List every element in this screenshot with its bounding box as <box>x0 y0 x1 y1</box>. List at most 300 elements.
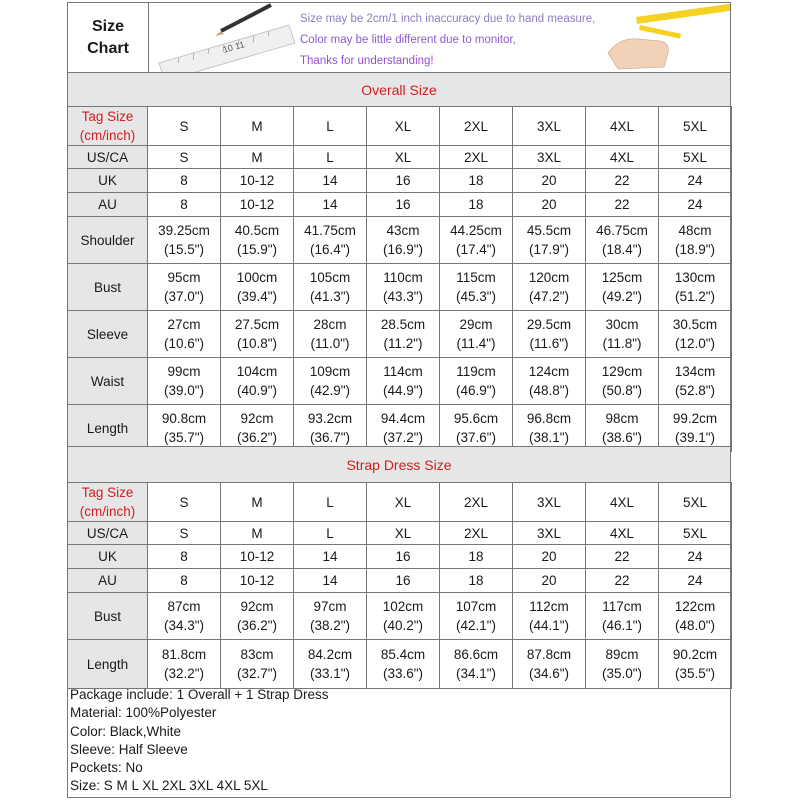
measurement-cell <box>440 593 513 640</box>
value-inch: (37.0") <box>163 289 205 304</box>
measurement-cell <box>659 217 732 264</box>
value-cm: 22 <box>614 173 630 188</box>
table-row <box>68 193 732 217</box>
value-inch: (40.2") <box>382 618 424 633</box>
value-cm: 39.25cm <box>158 223 210 238</box>
measurement-cell <box>659 169 732 193</box>
measurement-cell <box>367 522 440 545</box>
value-inch: (42.1") <box>455 618 497 633</box>
value-cm: 18 <box>468 573 484 588</box>
table-row <box>68 522 732 545</box>
value-cm: 22 <box>614 573 630 588</box>
value-inch: (16.4") <box>309 242 351 257</box>
size-header-cell: XL <box>367 483 440 522</box>
measurement-cell <box>440 522 513 545</box>
row-label: AU <box>68 193 148 217</box>
measurement-cell <box>586 545 659 569</box>
value-inch: (38.6") <box>601 430 643 445</box>
value-cm: 28.5cm <box>380 317 426 332</box>
value-cm: 119cm <box>456 364 496 379</box>
table-row <box>68 640 732 689</box>
value-cm: 125cm <box>601 270 643 285</box>
measurement-cell <box>659 311 732 358</box>
measurement-cell <box>148 311 221 358</box>
value-inch: (12.0") <box>674 336 716 351</box>
value-cm: 2XL <box>463 525 489 541</box>
value-cm: 43cm <box>386 223 420 238</box>
measurement-cell <box>294 569 367 593</box>
value-cm: 24 <box>687 573 703 588</box>
size-header-cell: M <box>221 483 294 522</box>
size-header-cell: 4XL <box>586 107 659 146</box>
value-inch: (39.4") <box>236 289 278 304</box>
measurement-cell <box>513 264 586 311</box>
size-header-cell: L <box>294 107 367 146</box>
size-header-cell: L <box>294 483 367 522</box>
value-inch: (17.4") <box>455 242 497 257</box>
value-cm: 95.6cm <box>453 411 499 426</box>
value-cm: 129cm <box>601 364 643 379</box>
value-cm: 117cm <box>602 599 642 614</box>
value-cm: 14 <box>322 573 338 588</box>
value-cm: 14 <box>322 197 338 212</box>
measurement-cell <box>586 146 659 169</box>
value-cm: 27.5cm <box>234 317 280 332</box>
value-inch: (36.2") <box>236 430 278 445</box>
value-cm: 104cm <box>236 364 278 379</box>
measurement-cell <box>294 264 367 311</box>
value-inch: (33.1") <box>309 666 351 681</box>
measurement-cell <box>659 264 732 311</box>
measurement-cell <box>440 405 513 452</box>
value-cm: S <box>179 525 189 541</box>
value-cm: 86.6cm <box>453 647 499 662</box>
size-header-cell: 3XL <box>513 483 586 522</box>
value-inch: (37.2") <box>382 430 424 445</box>
value-inch: (11.0") <box>310 336 350 351</box>
measurement-cell <box>294 358 367 405</box>
measurement-cell <box>586 264 659 311</box>
measurement-cell <box>148 640 221 689</box>
value-cm: 8 <box>180 197 188 212</box>
value-cm: 41.75cm <box>304 223 356 238</box>
value-cm: 20 <box>541 197 557 212</box>
measurement-cell <box>294 593 367 640</box>
value-inch: (52.8") <box>674 383 716 398</box>
value-cm: 3XL <box>536 525 562 541</box>
value-cm: 84.2cm <box>307 647 353 662</box>
table-row <box>68 358 732 405</box>
value-inch: (51.2") <box>674 289 716 304</box>
value-cm: 85.4cm <box>380 647 426 662</box>
value-cm: 92cm <box>240 599 274 614</box>
measurement-cell <box>294 193 367 217</box>
size-header-cell: XL <box>367 107 440 146</box>
value-inch: (44.1") <box>528 618 570 633</box>
size-header-cell: M <box>221 107 294 146</box>
value-inch: (46.1") <box>601 618 643 633</box>
value-inch: (49.2") <box>601 289 643 304</box>
measurement-cell <box>367 169 440 193</box>
value-inch: (32.7") <box>236 666 278 681</box>
measurement-cell <box>148 169 221 193</box>
value-cm: 20 <box>541 173 557 188</box>
measurement-cell <box>659 569 732 593</box>
measurement-cell <box>221 169 294 193</box>
measurement-cell <box>148 217 221 264</box>
value-cm: 120cm <box>528 270 570 285</box>
measurement-cell <box>586 169 659 193</box>
measurement-cell <box>586 522 659 545</box>
value-inch: (35.7") <box>163 430 205 445</box>
ruler-ticks-text: 10 11 <box>221 39 246 55</box>
value-cm: 14 <box>322 173 338 188</box>
measurement-cell <box>586 358 659 405</box>
value-cm: 22 <box>614 197 630 212</box>
size-header-cell: 3XL <box>513 107 586 146</box>
value-cm: 29cm <box>459 317 493 332</box>
measurement-cell <box>294 522 367 545</box>
value-cm: 114cm <box>383 364 423 379</box>
measurement-cell <box>440 217 513 264</box>
value-cm: 10-12 <box>239 173 275 188</box>
size-header-row <box>68 107 732 146</box>
value-inch: (35.5") <box>674 666 716 681</box>
measurement-cell <box>294 545 367 569</box>
measurement-cell <box>513 193 586 217</box>
value-cm: 93.2cm <box>307 411 353 426</box>
measurement-cell <box>586 569 659 593</box>
value-cm: 4XL <box>609 149 635 165</box>
value-cm: 110cm <box>383 270 423 285</box>
overall-size-title: Overall Size <box>68 72 730 107</box>
value-cm: 20 <box>541 573 557 588</box>
measurement-cell <box>221 522 294 545</box>
footer-package: Package include: 1 Overall + 1 Strap Dress <box>70 687 329 702</box>
measurement-cell <box>659 405 732 452</box>
measurement-cell <box>513 593 586 640</box>
value-cm: 95cm <box>167 270 201 285</box>
overall-size-table <box>67 106 732 452</box>
measurement-cell <box>148 522 221 545</box>
measurement-cell <box>440 358 513 405</box>
value-cm: 18 <box>468 549 484 564</box>
value-cm: 115cm <box>456 270 496 285</box>
value-cm: 48cm <box>678 223 712 238</box>
value-cm: 18 <box>468 197 484 212</box>
measurement-cell <box>148 593 221 640</box>
value-inch: (11.4") <box>456 336 496 351</box>
value-cm: 98cm <box>605 411 639 426</box>
measurement-cell <box>148 358 221 405</box>
measurement-cell <box>367 193 440 217</box>
measurement-cell <box>294 169 367 193</box>
value-inch: (18.4") <box>601 242 643 257</box>
measurement-cell <box>294 640 367 689</box>
table-row <box>68 264 732 311</box>
value-cm: 14 <box>322 549 338 564</box>
measurement-cell <box>294 311 367 358</box>
value-cm: XL <box>394 525 412 541</box>
measurement-cell <box>294 405 367 452</box>
size-header-cell: 2XL <box>440 107 513 146</box>
measurement-cell <box>659 146 732 169</box>
measurement-cell <box>221 146 294 169</box>
row-label: Sleeve <box>68 311 148 358</box>
measurement-cell <box>513 169 586 193</box>
row-label: Length <box>68 640 148 689</box>
value-inch: (11.6") <box>529 336 569 351</box>
measurement-cell <box>221 264 294 311</box>
value-cm: 30cm <box>605 317 639 332</box>
value-cm: 90.8cm <box>161 411 207 426</box>
value-inch: (41.3") <box>309 289 351 304</box>
measurement-cell <box>221 405 294 452</box>
measurement-cell <box>148 264 221 311</box>
size-header-cell: 5XL <box>659 107 732 146</box>
value-cm: 3XL <box>536 149 562 165</box>
table-row <box>68 545 732 569</box>
table-row <box>68 593 732 640</box>
value-cm: 94.4cm <box>380 411 426 426</box>
measurement-cell <box>440 311 513 358</box>
value-cm: 87.8cm <box>526 647 572 662</box>
row-label: UK <box>68 169 148 193</box>
measurement-cell <box>440 640 513 689</box>
measurement-cell <box>659 593 732 640</box>
value-cm: 28cm <box>313 317 347 332</box>
value-cm: 16 <box>395 573 411 588</box>
value-cm: 87cm <box>167 599 201 614</box>
row-label: UK <box>68 545 148 569</box>
value-cm: 5XL <box>682 149 708 165</box>
measurement-cell <box>659 545 732 569</box>
value-cm: 107cm <box>455 599 497 614</box>
note-thanks: Thanks for understanding! <box>300 55 434 67</box>
value-cm: 96.8cm <box>526 411 572 426</box>
value-cm: 2XL <box>463 149 489 165</box>
value-cm: 90.2cm <box>672 647 718 662</box>
row-label: Length <box>68 405 148 452</box>
value-inch: (10.6") <box>163 336 205 351</box>
measurement-cell <box>440 146 513 169</box>
value-cm: 18 <box>468 173 484 188</box>
value-cm: 16 <box>395 173 411 188</box>
value-cm: 97cm <box>313 599 347 614</box>
measurement-cell <box>513 569 586 593</box>
value-inch: (34.3") <box>163 618 205 633</box>
value-cm: 112cm <box>529 599 569 614</box>
measurement-cell <box>367 569 440 593</box>
value-inch: (36.2") <box>236 618 278 633</box>
table-row <box>68 146 732 169</box>
measurement-cell <box>294 146 367 169</box>
value-cm: 44.25cm <box>450 223 502 238</box>
measurement-cell <box>586 311 659 358</box>
value-cm: 109cm <box>309 364 351 379</box>
note-measure: Size may be 2cm/1 inch inaccuracy due to hand measure, <box>300 13 596 25</box>
measurement-cell <box>221 545 294 569</box>
value-cm: 40.5cm <box>234 223 280 238</box>
footer-material: Material: 100%Polyester <box>70 705 217 721</box>
value-cm: 89cm <box>605 647 639 662</box>
measurement-cell <box>659 193 732 217</box>
value-inch: (40.9") <box>236 383 278 398</box>
measurement-cell <box>367 311 440 358</box>
value-cm: 102cm <box>382 599 424 614</box>
measurement-cell <box>513 217 586 264</box>
measurement-cell <box>440 569 513 593</box>
value-cm: 16 <box>395 549 411 564</box>
measurement-cell <box>586 405 659 452</box>
measurement-cell <box>367 545 440 569</box>
measurement-cell <box>586 593 659 640</box>
value-cm: 99cm <box>167 364 201 379</box>
value-inch: (37.6") <box>455 430 497 445</box>
measurement-cell <box>367 217 440 264</box>
tag-size-label: Tag Size (cm/inch) <box>68 107 148 146</box>
footer-sizes: Size: S M L XL 2XL 3XL 4XL 5XL <box>70 778 268 794</box>
measurement-cell <box>294 217 367 264</box>
measurement-cell <box>221 640 294 689</box>
value-cm: 22 <box>614 549 630 564</box>
value-cm: S <box>179 149 189 165</box>
value-cm: 4XL <box>609 525 635 541</box>
ruler-pencil-illustration <box>149 3 299 72</box>
value-inch: (39.1") <box>674 430 716 445</box>
value-inch: (34.1") <box>455 666 497 681</box>
value-inch: (45.3") <box>455 289 497 304</box>
measurement-cell <box>440 193 513 217</box>
value-inch: (33.6") <box>382 666 424 681</box>
size-header-cell: S <box>148 483 221 522</box>
measurement-cell <box>586 193 659 217</box>
header-banner <box>68 3 730 72</box>
value-cm: 24 <box>687 197 703 212</box>
value-inch: (11.8") <box>602 336 642 351</box>
measurement-cell <box>148 545 221 569</box>
measurement-cell <box>221 593 294 640</box>
value-cm: 24 <box>687 173 703 188</box>
measurement-cell <box>221 193 294 217</box>
value-inch: (46.9") <box>455 383 497 398</box>
size-chart-label <box>68 3 149 72</box>
measurement-cell <box>148 193 221 217</box>
row-label: Bust <box>68 593 148 640</box>
product-details <box>70 686 329 796</box>
value-inch: (17.9") <box>528 242 570 257</box>
value-cm: 99.2cm <box>672 411 718 426</box>
value-inch: (15.5") <box>163 242 205 257</box>
measurement-cell <box>440 545 513 569</box>
value-cm: 122cm <box>674 599 716 614</box>
value-cm: 10-12 <box>239 549 275 564</box>
measurement-cell <box>659 522 732 545</box>
measurement-cell <box>148 405 221 452</box>
value-cm: 46.75cm <box>596 223 648 238</box>
measurement-cell <box>440 169 513 193</box>
footer-sleeve: Sleeve: Half Sleeve <box>70 741 188 757</box>
measurement-cell <box>367 264 440 311</box>
measurement-cell <box>440 264 513 311</box>
note-color: Color may be little different due to monitor, <box>300 34 516 46</box>
size-chart-line-2: Chart <box>87 39 129 57</box>
value-inch: (15.9") <box>236 242 278 257</box>
measurement-cell <box>148 146 221 169</box>
measurement-cell <box>148 569 221 593</box>
strap-dress-size-title: Strap Dress Size <box>68 446 730 483</box>
row-label: US/CA <box>68 522 148 545</box>
value-inch: (39.0") <box>163 383 205 398</box>
measurement-cell <box>221 569 294 593</box>
value-inch: (47.2") <box>528 289 570 304</box>
value-cm: 27cm <box>167 317 201 332</box>
value-cm: 30.5cm <box>672 317 718 332</box>
measurement-cell <box>513 311 586 358</box>
row-label: US/CA <box>68 146 148 169</box>
footer-color: Color: Black,White <box>70 723 182 739</box>
value-cm: 100cm <box>236 270 278 285</box>
value-cm: 83cm <box>240 647 274 662</box>
table-row <box>68 311 732 358</box>
value-cm: M <box>251 525 263 541</box>
measurement-cell <box>513 146 586 169</box>
value-cm: 134cm <box>674 364 716 379</box>
footer-pockets: Pockets: No <box>70 760 143 776</box>
measurement-cell <box>513 522 586 545</box>
value-cm: 8 <box>180 573 188 588</box>
size-header-row <box>68 483 732 522</box>
value-cm: 10-12 <box>239 573 275 588</box>
value-cm: M <box>251 149 263 165</box>
value-inch: (10.8") <box>236 336 278 351</box>
value-inch: (48.8") <box>528 383 570 398</box>
value-cm: 20 <box>541 549 557 564</box>
row-label: Shoulder <box>68 217 148 264</box>
value-cm: 8 <box>180 549 188 564</box>
notes-block <box>300 9 595 72</box>
value-cm: 105cm <box>309 270 351 285</box>
value-cm: 92cm <box>240 411 274 426</box>
value-cm: 45.5cm <box>526 223 572 238</box>
value-cm: L <box>326 149 334 165</box>
value-cm: 24 <box>687 549 703 564</box>
value-cm: XL <box>394 149 412 165</box>
value-inch: (18.9") <box>674 242 716 257</box>
value-cm: L <box>326 525 334 541</box>
row-label: Waist <box>68 358 148 405</box>
strap-dress-size-table <box>67 482 732 689</box>
value-cm: 29.5cm <box>526 317 572 332</box>
tag-size-label: Tag Size (cm/inch) <box>68 483 148 522</box>
size-header-cell: 4XL <box>586 483 659 522</box>
measurement-cell <box>221 217 294 264</box>
measurement-cell <box>513 640 586 689</box>
value-cm: 8 <box>180 173 188 188</box>
value-inch: (35.0") <box>601 666 643 681</box>
hand-tape-illustration <box>590 3 730 72</box>
table-row <box>68 569 732 593</box>
value-inch: (38.1") <box>528 430 570 445</box>
measurement-cell <box>221 358 294 405</box>
table-row <box>68 217 732 264</box>
size-header-cell: S <box>148 107 221 146</box>
value-inch: (38.2") <box>309 618 351 633</box>
measurement-cell <box>513 358 586 405</box>
table-row <box>68 169 732 193</box>
row-label: AU <box>68 569 148 593</box>
size-header-cell: 5XL <box>659 483 732 522</box>
